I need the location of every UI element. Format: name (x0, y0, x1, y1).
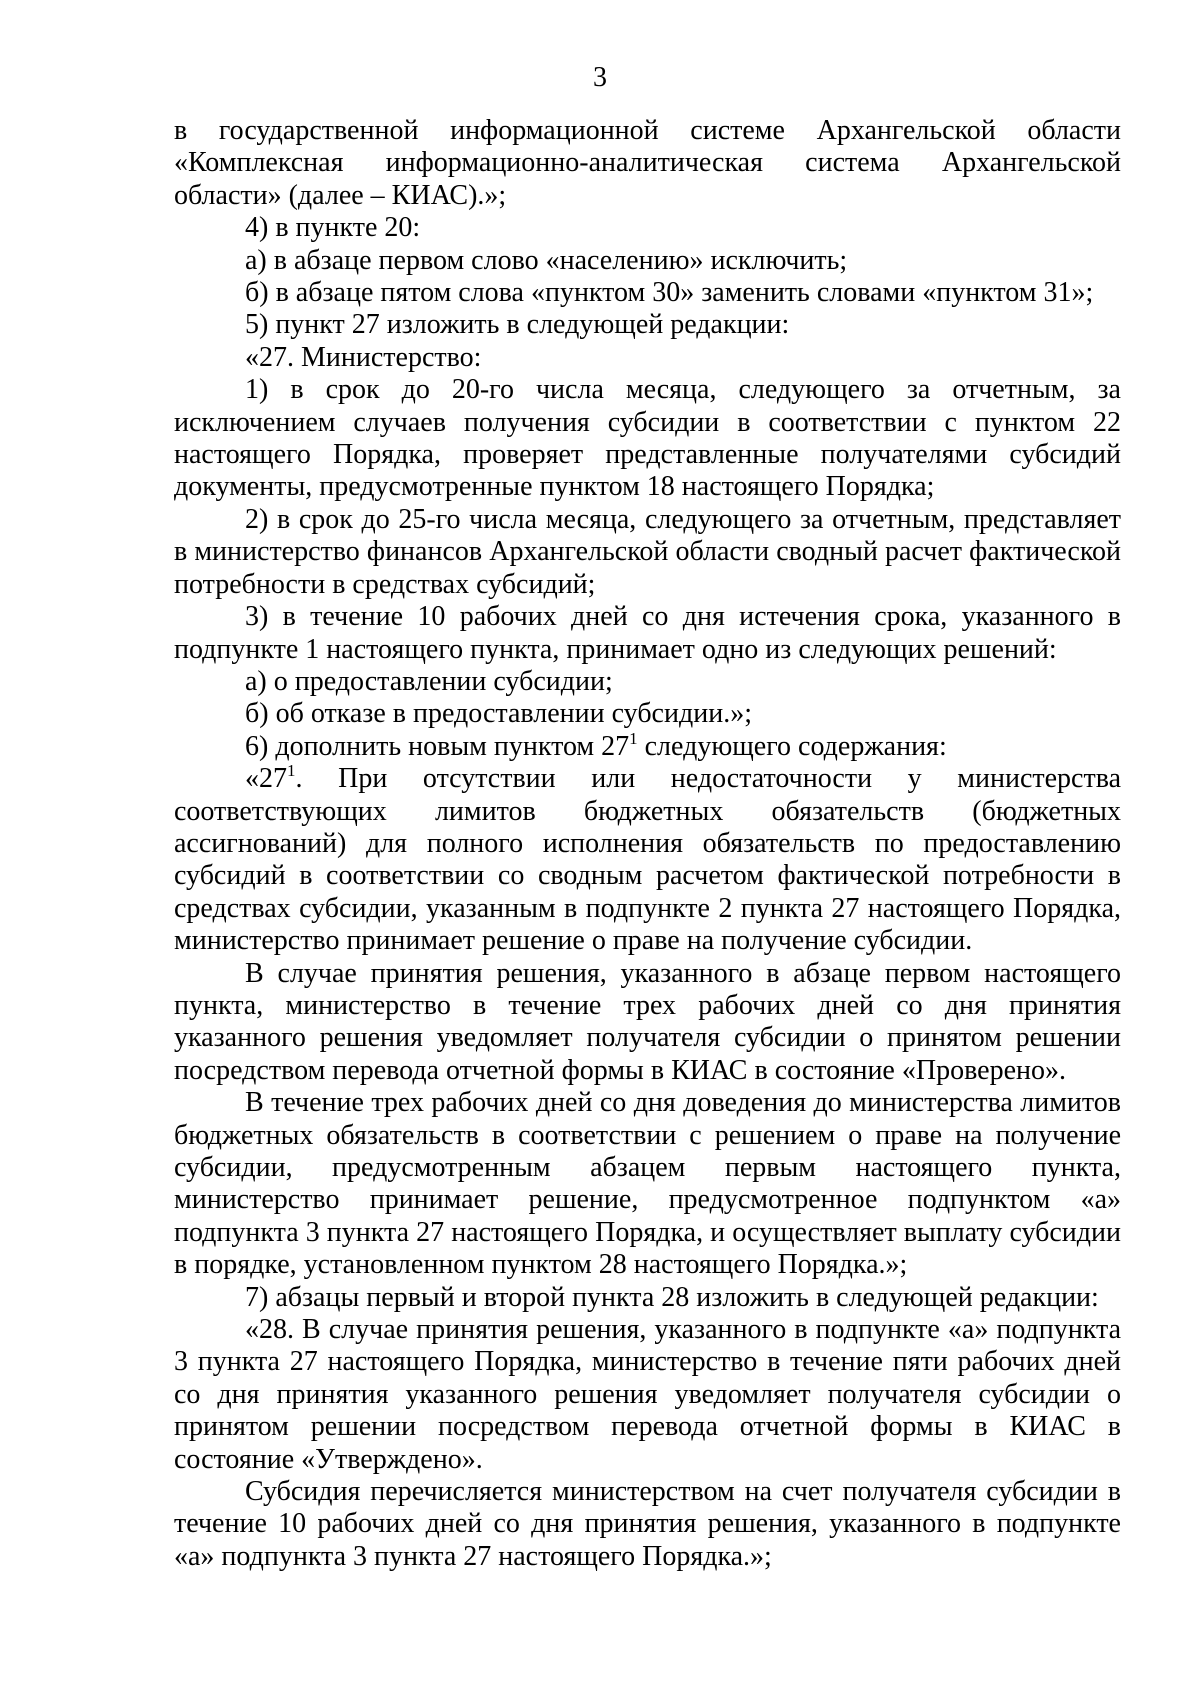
paragraph-continuation: в государственной информационной системе Архангельской области «Комплексная информационно-аналитическая система Архангельской области» (далее – КИАС).»; (174, 115, 1121, 211)
paragraph-clause-28: «28. В случае принятия решения, указанного в подпункте «а» подпункта 3 пункта 27 настоящего Порядка, министерство в течение пяти рабочих дней со дня принятия указанного решения уведомляет получателя субсидии о принятом решении посредством перевода отчетной формы в КИАС в состояние «Утверждено». (174, 1314, 1121, 1475)
paragraph-item-7: 7) абзацы первый и второй пункта 28 изложить в следующей редакции: (245, 1281, 1099, 1313)
superscript: 1 (287, 761, 296, 781)
paragraph-clause-27-sup1-part3: В течение трех рабочих дней со дня доведения до министерства лимитов бюджетных обязательств в соответствии с решением о праве на получение субсидии, предусмотренным абзацем первым настоящего пункта, министерство принимает решение, предусмотренное подпунктом «а» подпункта 3 пункта 27 настоящего Порядка, и осуществляет выплату субсидии в порядке, установленном пунктом 28 настоящего Порядка.»; (174, 1087, 1121, 1281)
paragraph-clause-27-sup1-part2: В случае принятия решения, указанного в абзаце первом настоящего пункта, министерство в течение трех рабочих дней со дня принятия указанного решения уведомляет получателя субсидии о принятом решении посредством перевода отчетной формы в КИАС в состояние «Проверено». (174, 957, 1121, 1086)
paragraph-item-6 (174, 728, 1121, 763)
paragraph-clause-27-sup1 (174, 763, 1121, 957)
paragraph-clause-27-3: 3) в течение 10 рабочих дней со дня истечения срока, указанного в подпункте 1 настоящего пункта, принимает одно из следующих решений: (174, 601, 1121, 665)
paragraph-item-6-text: 6) дополнить новым пунктом 27 (245, 730, 630, 762)
paragraph-clause-27-1: 1) в срок до 20-го числа месяца, следующего за отчетным, за исключением случаев получения субсидии в соответствии с пунктом 22 настоящего Порядка, проверяет представленные получателями субсидий документы, предусмотренные пунктом 18 настоящего Порядка; (174, 374, 1121, 503)
paragraph-clause-28-part2: Субсидия перечисляется министерством на счет получателя субсидии в течение 10 рабочих дней со дня принятия решения, указанного в подпункте «а» подпункта 3 пункта 27 настоящего Порядка.»; (174, 1476, 1121, 1572)
paragraph-clause-27-sup1-text: . При отсутствии или недостаточности у министерства соответствующих лимитов бюджетных обязательств (бюджетных ассигнований) для полного исполнения обязательств по предоставлению субсидий в соответствии со сводным расчетом фактической потребности в средствах субсидии, указанным в подпункте 2 пункта 27 настоящего Порядка, министерство принимает решение о праве на получение субсидии. (174, 763, 1121, 957)
paragraph-item-4: 4) в пункте 20: (245, 212, 421, 244)
document-body (174, 115, 1121, 1573)
paragraph-item-4a: а) в абзаце первом слово «населению» исключить; (245, 244, 848, 276)
paragraph-clause-27-3b: б) об отказе в предоставлении субсидии.»; (245, 698, 752, 730)
paragraph-item-4b: б) в абзаце пятом слова «пунктом 30» заменить словами «пунктом 31»; (245, 277, 1094, 309)
page-number: 3 (593, 62, 607, 93)
paragraph-clause-27-2: 2) в срок до 25-го числа месяца, следующего за отчетным, представляет в министерство финансов Архангельской области сводный расчет фактической потребности в средствах субсидий; (174, 503, 1121, 600)
paragraph-clause-27: «27. Министерство: (245, 341, 482, 373)
paragraph-clause-27-3a: а) о предоставлении субсидии; (245, 665, 613, 697)
paragraph-item-6-text-end: следующего содержания: (637, 730, 947, 762)
paragraph-item-5: 5) пункт 27 изложить в следующей редакции: (245, 309, 790, 341)
paragraph-clause-27-sup1-start: «27 (245, 763, 287, 795)
superscript: 1 (629, 728, 638, 748)
